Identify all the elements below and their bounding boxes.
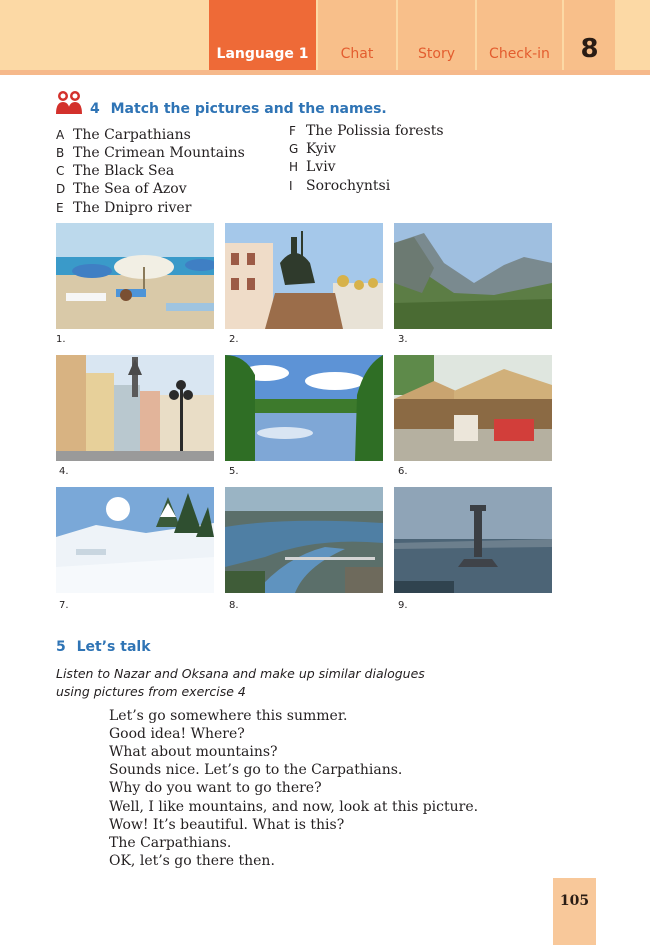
exercise-title: Match the pictures and the names. xyxy=(110,101,387,117)
header-divider xyxy=(0,70,650,75)
photo-lviv-street xyxy=(56,355,214,461)
option-d xyxy=(56,181,187,197)
picture-number: 4. xyxy=(59,466,69,477)
dialogue-text: Wow! It’s beautiful. What is this? xyxy=(109,817,345,833)
photo-river xyxy=(225,355,383,461)
dialogue-text: The Carpathians. xyxy=(109,835,232,851)
dialogue-text: What about mountains? xyxy=(109,744,278,760)
photo-dnipro-aerial xyxy=(225,487,383,593)
pair-work-icon xyxy=(55,88,83,116)
option-b xyxy=(56,145,245,161)
option-letter: H xyxy=(289,160,299,174)
tab-story[interactable] xyxy=(396,0,475,70)
tab-label: Language 1 xyxy=(216,46,309,62)
option-letter: B xyxy=(56,146,65,160)
exercise-number: 5 xyxy=(56,639,66,655)
option-f xyxy=(289,123,444,139)
option-h xyxy=(289,159,336,175)
picture-number: 2. xyxy=(229,334,239,345)
photo-mountains xyxy=(394,223,552,329)
picture-number: 1. xyxy=(56,334,66,345)
option-letter: C xyxy=(56,164,65,178)
tab-label: Story xyxy=(418,46,455,62)
exercise-number: 4 xyxy=(90,101,100,117)
option-e xyxy=(56,200,191,216)
option-text: The Crimean Mountains xyxy=(73,145,245,161)
option-text: The Black Sea xyxy=(73,163,175,179)
option-text: Kyiv xyxy=(306,141,336,157)
option-text: The Carpathians xyxy=(73,127,191,143)
option-letter: I xyxy=(289,179,293,193)
photo-winter-forest xyxy=(56,487,214,593)
option-a xyxy=(56,127,191,143)
picture-number: 9. xyxy=(398,600,408,611)
option-letter: A xyxy=(56,128,65,142)
exercise-4-heading xyxy=(90,101,387,117)
exercise-5-heading xyxy=(56,639,151,655)
picture-number: 6. xyxy=(398,466,408,477)
photo-beach xyxy=(56,223,214,329)
dialogue-text: Let’s go somewhere this summer. xyxy=(109,708,348,724)
photo-sea-monument xyxy=(394,487,552,593)
option-g xyxy=(289,141,336,157)
option-text: Sorochyntsi xyxy=(306,178,391,194)
exercise-title: Let’s talk xyxy=(76,639,151,655)
instructions-line-1: Listen to Nazar and Oksana and make up similar dialogues xyxy=(56,666,425,681)
tab-language-1[interactable] xyxy=(209,0,316,70)
option-text: The Dnipro river xyxy=(73,200,192,216)
picture-number: 3. xyxy=(398,334,408,345)
tab-check-in[interactable] xyxy=(475,0,562,70)
instructions-line-2: using pictures from exercise 4 xyxy=(56,684,246,699)
option-c xyxy=(56,163,174,179)
dialogue-text: Why do you want to go there? xyxy=(109,780,322,796)
option-text: Lviv xyxy=(306,159,336,175)
tab-chat[interactable] xyxy=(316,0,396,70)
dialogue-text: OK, let’s go there then. xyxy=(109,853,275,869)
dialogue-text: Well, I like mountains, and now, look at this picture. xyxy=(109,799,479,815)
tab-label: Chat xyxy=(340,46,374,62)
photo-huts xyxy=(394,355,552,461)
option-letter: E xyxy=(56,201,64,215)
chapter-number: 8 xyxy=(562,0,615,70)
option-letter: D xyxy=(56,182,66,196)
option-text: The Polissia forests xyxy=(306,123,444,139)
photo-kyiv-monument xyxy=(225,223,383,329)
picture-number: 8. xyxy=(229,600,239,611)
option-i xyxy=(289,178,390,194)
picture-number: 5. xyxy=(229,466,239,477)
option-letter: F xyxy=(289,124,296,138)
page-number-box xyxy=(553,878,596,945)
option-letter: G xyxy=(289,142,299,156)
option-text: The Sea of Azov xyxy=(73,181,187,197)
picture-number: 7. xyxy=(59,600,69,611)
page-number: 105 xyxy=(559,893,590,909)
dialogue-text: Good idea! Where? xyxy=(109,726,245,742)
tab-label: Check-in xyxy=(489,46,550,62)
dialogue-text: Sounds nice. Let’s go to the Carpathians. xyxy=(109,762,403,778)
